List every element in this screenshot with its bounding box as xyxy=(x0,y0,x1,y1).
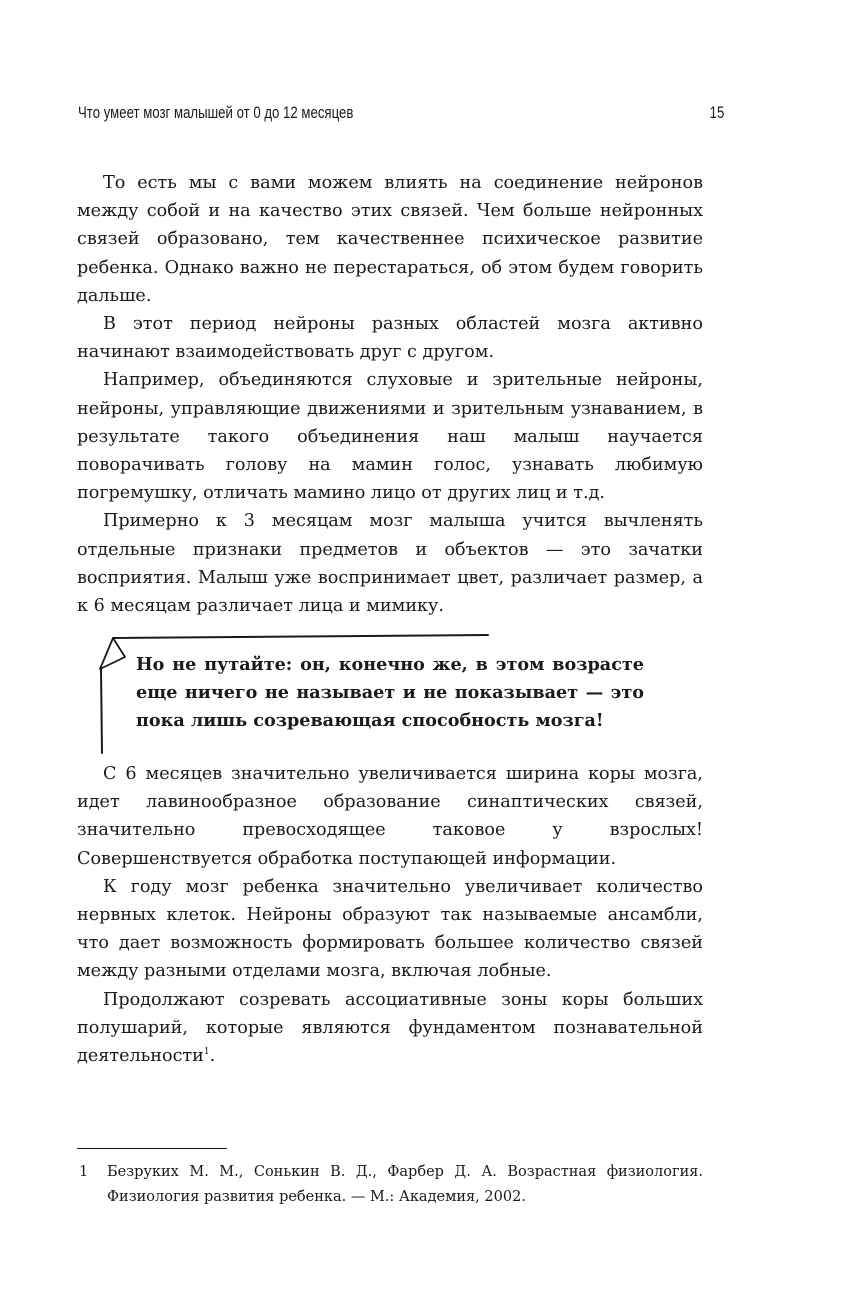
note-text: Но не путайте: он, конечно же, в этом возрасте еще ничего не называет и не показывает — это пока лишь созревающая способность мозга! xyxy=(136,654,644,732)
running-title: Что умеет мозг малышей от 0 до 12 месяцев xyxy=(78,104,354,122)
paragraph: Например, объединяются слуховые и зрительные нейроны, нейроны, управляющие движениями и зрительным узнаванием, в результате такого объединения наш малыш научается поворачивать голову на мамин голос, узнавать любимую погремушку, отличать мамино лицо от других лиц и т.д. xyxy=(77,370,703,504)
paragraph: С 6 месяцев значительно увеличивается ширина коры мозга, идет лавинообразное образование синаптических связей, значительно превосходящее таковое у взрослых! Совершенствуется обработка поступающей информации. xyxy=(77,764,703,869)
page-number: 15 xyxy=(709,104,724,122)
paragraph: То есть мы с вами можем влиять на соединение нейронов между собой и на качество этих связей. Чем больше нейронных связей образовано, тем качественнее психическое развитие ребенка. Однако важно не перестараться, об этом будем говорить дальше. xyxy=(77,173,703,306)
footnote-number: 1 xyxy=(79,1164,89,1180)
paragraph-last xyxy=(77,986,703,1071)
footnote-reference[interactable]: 1 xyxy=(203,1047,210,1058)
footnote xyxy=(77,1160,703,1210)
running-head xyxy=(78,104,724,128)
paragraph-text: Продолжают созревать ассоциативные зоны коры больших полушарий, которые являются фундаментом познавательной деятельности xyxy=(77,989,703,1067)
body-text-bottom xyxy=(77,760,703,1070)
paragraph-end: . xyxy=(209,1046,216,1067)
paragraph: В этот период нейроны разных областей мозга активно начинают взаимодействовать друг с другом. xyxy=(77,314,703,363)
footnote-divider xyxy=(77,1148,227,1149)
paragraph: К году мозг ребенка значительно увеличивает количество нервных клеток. Нейроны образуют так называемые ансамбли, что дает возможность формировать большее количество связей между разными отделами мозга, включая лобные. xyxy=(77,876,703,982)
paragraph: Примерно к 3 месяцам мозг малыша учится вычленять отдельные признаки предметов и объектов — это зачатки восприятия. Малыш уже воспринимает цвет, различает размер, а к 6 месяцам различает лица и мимику. xyxy=(77,511,703,617)
body-text-top xyxy=(77,169,703,620)
footnote-text: Безруких М. М., Сонькин В. Д., Фарбер Д. А. Возрастная физиология. Физиология развития ребенка. — М.: Академия, 2002. xyxy=(107,1164,703,1205)
